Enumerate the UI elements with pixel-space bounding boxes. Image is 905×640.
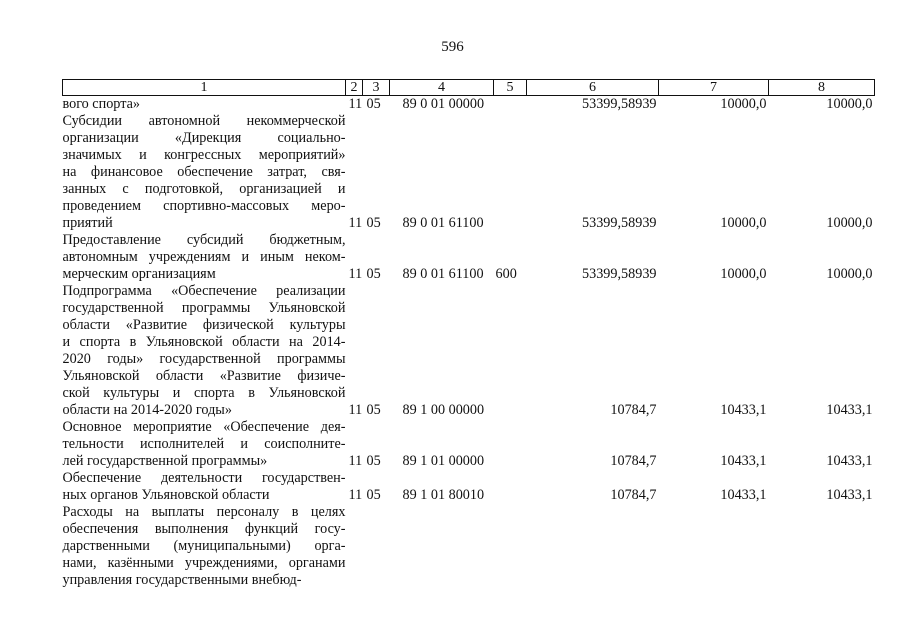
table-row	[63, 419, 875, 470]
amount-col-6	[527, 504, 659, 589]
row-name-line: Подпрограмма «Обеспечение реализации	[62, 283, 346, 299]
row-name	[63, 113, 346, 232]
row-name-line: 2020 годы» государственной программы	[62, 351, 346, 367]
target-article-code: 89 0 01 00000	[402, 96, 485, 112]
subsection-code	[363, 504, 390, 589]
expense-type-code	[494, 96, 527, 114]
table-row	[63, 283, 875, 419]
row-name-line: Обеспечение деятельности государствен-	[62, 470, 346, 486]
row-name-line: тельности исполнителей и соисполните-	[62, 436, 346, 452]
target-article-code	[390, 504, 494, 589]
page-number: 596	[441, 39, 464, 55]
subsection-code: 05	[366, 402, 381, 418]
row-name-line: и спорта в Ульяновской области на 2014-	[62, 334, 346, 350]
row-name-line: управления государственными внебюд-	[62, 572, 302, 588]
row-name-line: Расходы на выплаты персоналу в целях	[62, 504, 346, 520]
row-name	[63, 232, 346, 283]
table-row	[63, 232, 875, 283]
header-col-4: 4	[390, 80, 494, 96]
section-code: 11	[348, 453, 363, 469]
section-code	[346, 504, 363, 589]
row-name-line: организации «Дирекция социально-	[62, 130, 346, 146]
section-code: 11	[348, 96, 363, 112]
row-name-line: области «Развитие физической культуры	[62, 317, 346, 333]
table-header-row	[63, 80, 875, 96]
table-row	[63, 96, 875, 114]
row-name-line: занных с подготовкой, организацией и	[62, 181, 346, 197]
row-name	[63, 419, 346, 470]
target-article-code: 89 1 01 00000	[402, 453, 485, 469]
amount-col-6: 53399,58939	[582, 215, 657, 231]
amount-col-6: 10784,7	[610, 487, 657, 503]
row-name	[63, 504, 346, 589]
amount-col-8	[769, 504, 875, 589]
section-code: 11	[348, 215, 363, 231]
row-name-line: нами, казёнными учреждениями, органами	[62, 555, 346, 571]
amount-col-7: 10000,0	[720, 266, 767, 282]
section-code: 11	[348, 487, 363, 503]
row-name-line: Субсидии автономной некоммерческой	[62, 113, 346, 129]
header-col-5: 5	[494, 80, 527, 96]
row-name-line: автономным учреждениям и иным неком-	[62, 249, 346, 265]
row-name-line: ской культуры и спорта в Ульяновской	[62, 385, 346, 401]
subsection-code: 05	[366, 96, 381, 112]
amount-col-8: 10433,1	[826, 402, 873, 418]
row-name	[63, 96, 346, 114]
amount-col-7	[659, 504, 769, 589]
expense-type-code	[494, 113, 527, 232]
section-code: 11	[348, 266, 363, 282]
amount-col-7: 10433,1	[720, 402, 767, 418]
amount-col-8: 10000,0	[826, 266, 873, 282]
row-name-line: лей государственной программы»	[62, 453, 268, 469]
header-col-7: 7	[659, 80, 769, 96]
row-name-line: на финансовое обеспечение затрат, свя-	[62, 164, 346, 180]
amount-col-6: 53399,58939	[582, 96, 657, 112]
row-name-line: Предоставление субсидий бюджетным,	[62, 232, 346, 248]
row-name-line: государственной программы Ульяновской	[62, 300, 346, 316]
target-article-code: 89 1 01 80010	[402, 487, 485, 503]
table-row	[63, 113, 875, 232]
row-name-line: вого спорта»	[62, 96, 140, 112]
header-col-6: 6	[527, 80, 659, 96]
amount-col-8: 10433,1	[826, 487, 873, 503]
header-col-8: 8	[769, 80, 875, 96]
section-code: 11	[348, 402, 363, 418]
header-col-3: 3	[363, 80, 390, 96]
row-name	[63, 470, 346, 504]
row-name-line: Основное мероприятие «Обеспечение дея-	[62, 419, 346, 435]
target-article-code: 89 1 00 00000	[402, 402, 485, 418]
amount-col-6: 10784,7	[610, 453, 657, 469]
table-body	[63, 96, 875, 590]
row-name-line: приятий	[62, 215, 113, 231]
row-name-line: мерческим организациям	[62, 266, 216, 282]
row-name-line: проведением спортивно-массовых меро-	[62, 198, 346, 214]
subsection-code: 05	[366, 266, 381, 282]
subsection-code: 05	[366, 453, 381, 469]
expense-type-code	[494, 283, 527, 419]
row-name-line: Ульяновской области «Развитие физиче-	[62, 368, 346, 384]
target-article-code: 89 0 01 61100	[402, 266, 484, 282]
target-article-code: 89 0 01 61100	[402, 215, 484, 231]
expense-type-code	[494, 504, 527, 589]
amount-col-7: 10000,0	[720, 96, 767, 112]
table-row	[63, 504, 875, 589]
amount-col-8: 10000,0	[826, 215, 873, 231]
amount-col-7: 10433,1	[720, 487, 767, 503]
amount-col-6: 10784,7	[610, 402, 657, 418]
expense-type-code	[494, 419, 527, 470]
amount-col-7: 10433,1	[720, 453, 767, 469]
amount-col-8: 10000,0	[826, 96, 873, 112]
table-row	[63, 470, 875, 504]
row-name-line: области на 2014-2020 годы»	[62, 402, 232, 418]
subsection-code: 05	[366, 487, 381, 503]
row-name-line: обеспечения выполнения функций госу-	[62, 521, 346, 537]
row-name-line: ных органов Ульяновской области	[62, 487, 270, 503]
amount-col-8: 10433,1	[826, 453, 873, 469]
budget-table	[62, 79, 875, 589]
amount-col-6: 53399,58939	[582, 266, 657, 282]
row-name-line: значимых и конгрессных мероприятий»	[62, 147, 346, 163]
subsection-code: 05	[366, 215, 381, 231]
header-col-1: 1	[63, 80, 346, 96]
row-name-line: дарственными (муниципальными) орга-	[62, 538, 346, 554]
expense-type-code	[494, 470, 527, 504]
row-name	[63, 283, 346, 419]
expense-type-code: 600	[495, 266, 517, 282]
header-col-2: 2	[346, 80, 363, 96]
amount-col-7: 10000,0	[720, 215, 767, 231]
